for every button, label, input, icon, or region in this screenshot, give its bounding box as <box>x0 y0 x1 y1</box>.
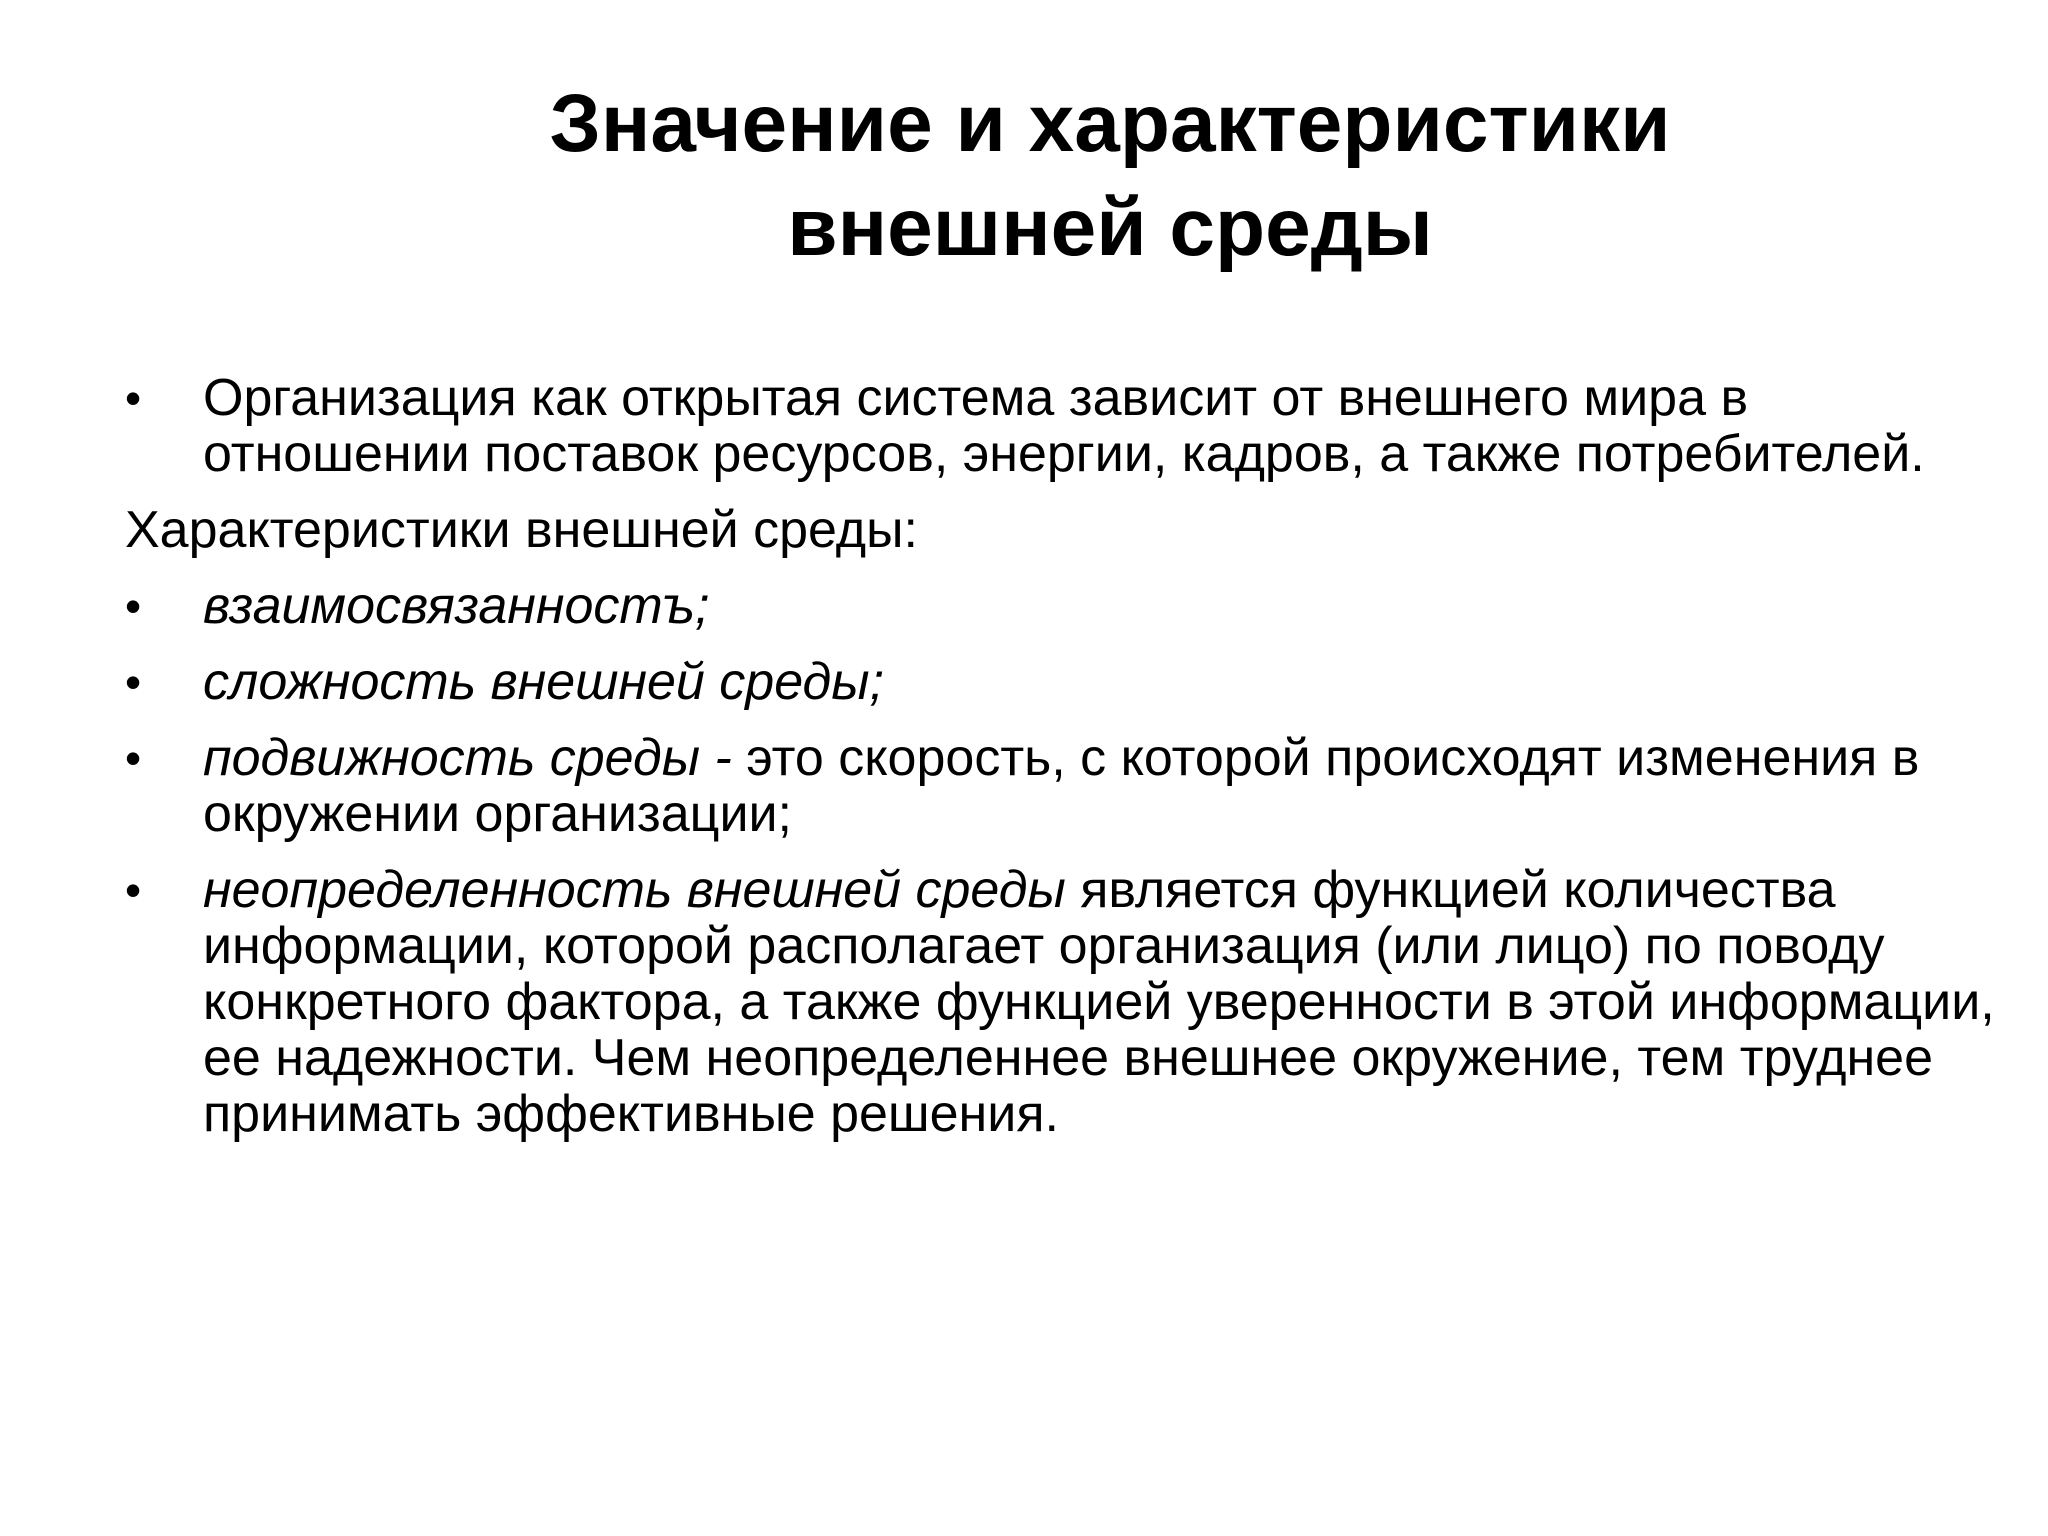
item-term: взаимосвязанностъ; <box>203 577 710 635</box>
characteristics-heading: Характеристики внешней среды: <box>125 501 918 559</box>
slide-title <box>385 72 1835 280</box>
item-term: неопределенность внешней среды <box>203 861 1066 919</box>
bullet-icon: • <box>125 372 142 424</box>
slide-body <box>125 370 2005 1162</box>
title-line-1: Значение и характеристики <box>549 78 1671 169</box>
bullet-icon: • <box>125 732 142 784</box>
list-item-mobility <box>125 730 2005 842</box>
list-item-complexity <box>125 654 2005 710</box>
bullet-icon: • <box>125 656 142 708</box>
bullet-icon: • <box>125 864 142 916</box>
item-description: это скорость, с которой происходят изменения в окружении организации; <box>203 729 1920 843</box>
item-term: подвижность среды - <box>203 729 747 787</box>
item-term: сложность внешней среды; <box>203 653 884 711</box>
list-item-interconnectedness <box>125 578 2005 634</box>
bullet-icon: • <box>125 580 142 632</box>
list-item-uncertainty <box>125 862 2005 1142</box>
title-line-2: внешней среды <box>787 182 1433 273</box>
intro-bullet <box>125 370 2005 482</box>
intro-text: Организация как открытая система зависит от внешнего мира в отношении поставок ресурсов, энергии, кадров, а также потребителей. <box>203 369 1925 483</box>
item-description: является функцией количества информации, которой располагает организация (или лицо) по поводу конкретного фактора, а также функцией уверенности в этой информации, ее надежности. Чем неопределеннее внешнее окружение, тем труднее принимать эффективные решения. <box>203 861 1995 1143</box>
